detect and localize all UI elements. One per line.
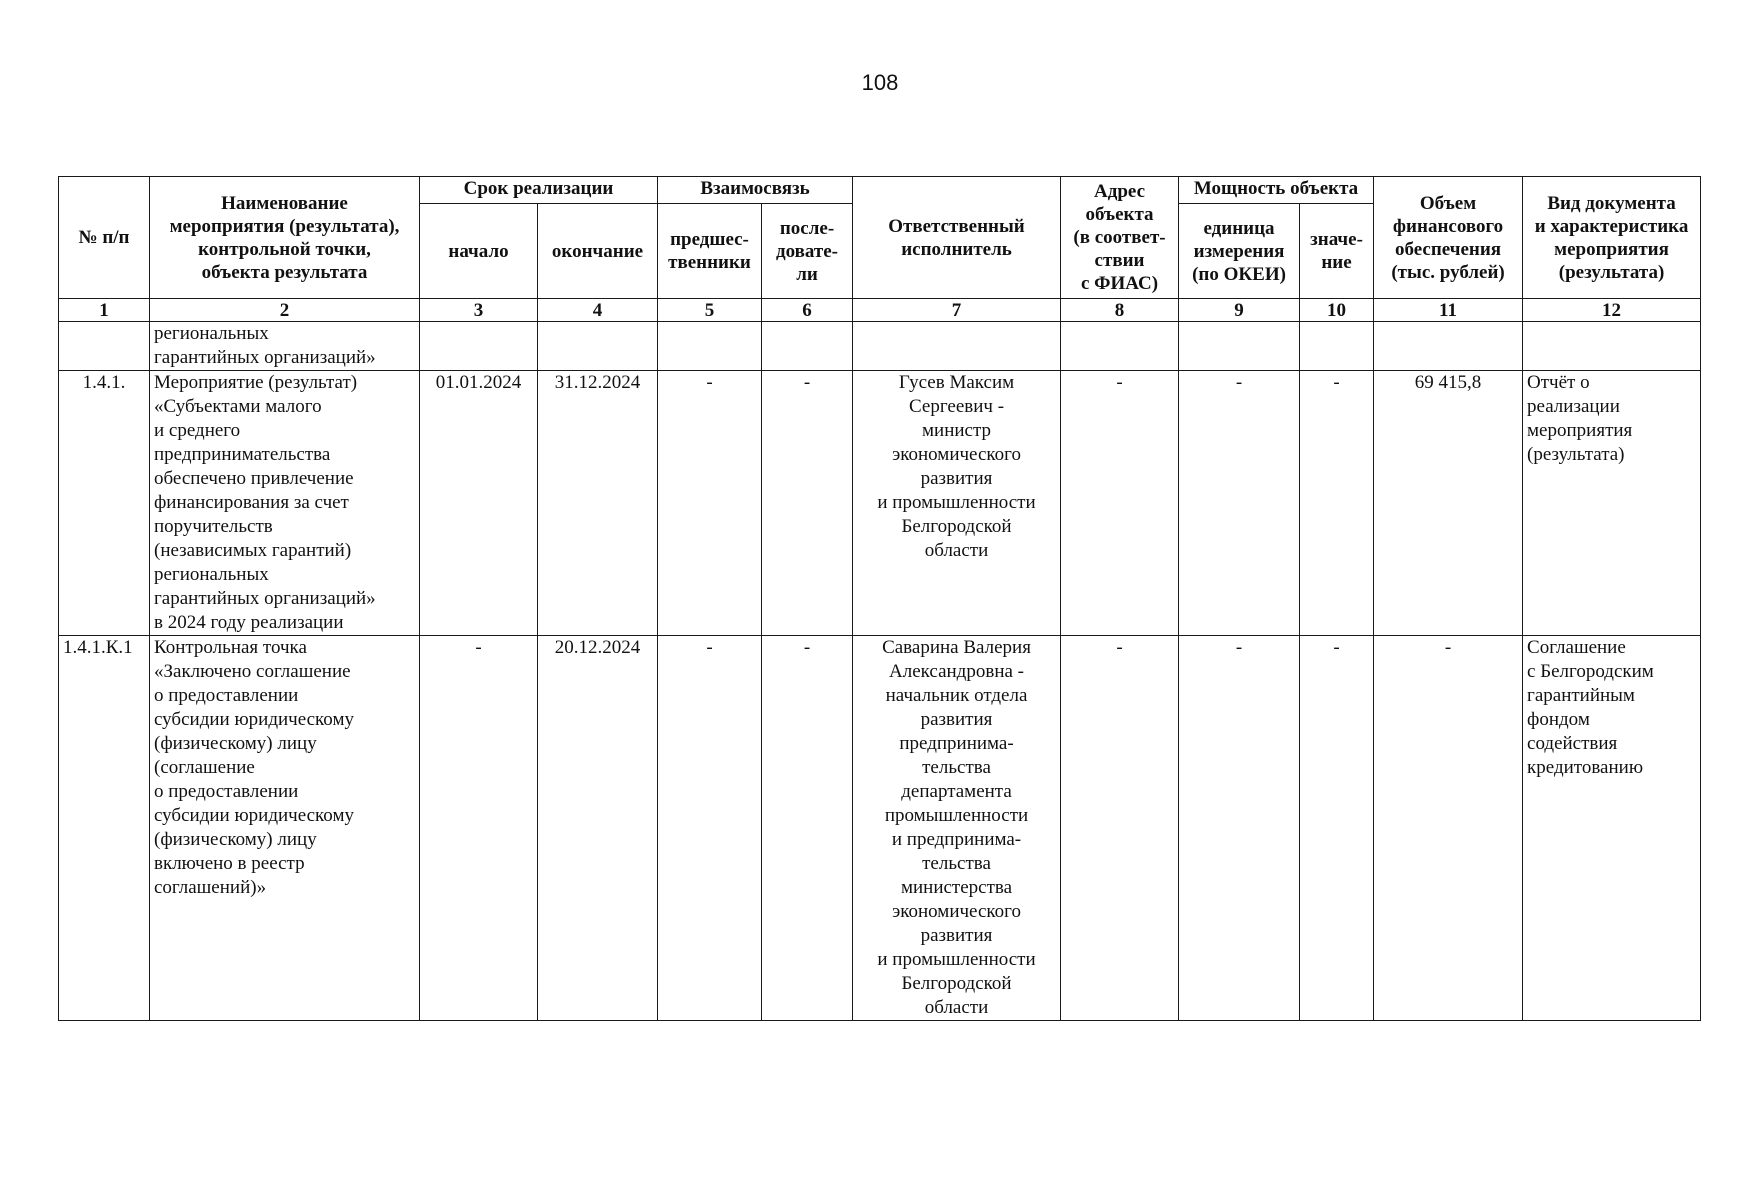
cell-end: 31.12.2024 <box>538 371 658 636</box>
cell-predecessors: - <box>658 371 762 636</box>
column-number: 1 <box>59 299 150 322</box>
cell-finance <box>1374 322 1523 371</box>
header-group-term: Срок реализации <box>420 177 658 204</box>
cell-document: Отчёт о реализации мероприятия (результата) <box>1523 371 1701 636</box>
column-number: 10 <box>1300 299 1374 322</box>
header-value: значе- ние <box>1300 204 1374 299</box>
cell-start <box>420 322 538 371</box>
header-document: Вид документа и характеристика мероприятия (результата) <box>1523 177 1701 299</box>
cell-value: - <box>1300 636 1374 1021</box>
header-num: № п/п <box>59 177 150 299</box>
plan-table <box>58 176 1701 1021</box>
column-number: 7 <box>853 299 1061 322</box>
column-number: 4 <box>538 299 658 322</box>
header-unit: единица измерения (по ОКЕИ) <box>1179 204 1300 299</box>
header-row-top <box>59 177 1701 204</box>
cell-responsible: Саварина Валерия Александровна - начальник отдела развития предпринима- тельства департамента промышленности и предпринима- тельства министерства экономического развития и промышленности Белгородской области <box>853 636 1061 1021</box>
cell-unit <box>1179 322 1300 371</box>
page-number: 108 <box>861 70 899 95</box>
cell-predecessors <box>658 322 762 371</box>
cell-name: Мероприятие (результат) «Субъектами малого и среднего предпринимательства обеспечено привлечение финансирования за счет поручительств (независимых гарантий) региональных гарантийных организаций» в 2024 году реализации <box>150 371 420 636</box>
table-row <box>59 371 1701 636</box>
header-successors: после- довате- ли <box>762 204 853 299</box>
column-numbers-row <box>59 299 1701 322</box>
cell-address: - <box>1061 636 1179 1021</box>
column-number: 11 <box>1374 299 1523 322</box>
header-finance: Объем финансового обеспечения (тыс. рублей) <box>1374 177 1523 299</box>
cell-value: - <box>1300 371 1374 636</box>
cell-successors <box>762 322 853 371</box>
cell-end: 20.12.2024 <box>538 636 658 1021</box>
cell-value <box>1300 322 1374 371</box>
table-row <box>59 322 1701 371</box>
table-row <box>59 636 1701 1021</box>
cell-end <box>538 322 658 371</box>
cell-name: Контрольная точка «Заключено соглашение о предоставлении субсидии юридическому (физическому) лицу (соглашение о предоставлении субсидии юридическому (физическому) лицу включено в реестр соглашений)» <box>150 636 420 1021</box>
cell-start: 01.01.2024 <box>420 371 538 636</box>
column-number: 12 <box>1523 299 1701 322</box>
column-number: 2 <box>150 299 420 322</box>
cell-num: 1.4.1.К.1 <box>59 636 150 1021</box>
header-name: Наименование мероприятия (результата), контрольной точки, объекта результата <box>150 177 420 299</box>
header-end: окончание <box>538 204 658 299</box>
header-address: Адрес объекта (в соответ- ствии с ФИАС) <box>1061 177 1179 299</box>
cell-finance: - <box>1374 636 1523 1021</box>
cell-responsible <box>853 322 1061 371</box>
column-number: 3 <box>420 299 538 322</box>
cell-unit: - <box>1179 636 1300 1021</box>
cell-name: региональных гарантийных организаций» <box>150 322 420 371</box>
header-group-link: Взаимосвязь <box>658 177 853 204</box>
cell-address <box>1061 322 1179 371</box>
cell-finance: 69 415,8 <box>1374 371 1523 636</box>
cell-start: - <box>420 636 538 1021</box>
header-group-capacity: Мощность объекта <box>1179 177 1374 204</box>
header-responsible: Ответственный исполнитель <box>853 177 1061 299</box>
cell-address: - <box>1061 371 1179 636</box>
cell-predecessors: - <box>658 636 762 1021</box>
header-start: начало <box>420 204 538 299</box>
column-number: 9 <box>1179 299 1300 322</box>
cell-document <box>1523 322 1701 371</box>
cell-successors: - <box>762 371 853 636</box>
column-number: 5 <box>658 299 762 322</box>
header-predecessors: предшес- твенники <box>658 204 762 299</box>
cell-successors: - <box>762 636 853 1021</box>
cell-num: 1.4.1. <box>59 371 150 636</box>
column-number: 8 <box>1061 299 1179 322</box>
cell-unit: - <box>1179 371 1300 636</box>
cell-document: Соглашение с Белгородским гарантийным фондом содействия кредитованию <box>1523 636 1701 1021</box>
cell-num <box>59 322 150 371</box>
column-number: 6 <box>762 299 853 322</box>
cell-responsible: Гусев Максим Сергеевич - министр экономического развития и промышленности Белгородской области <box>853 371 1061 636</box>
